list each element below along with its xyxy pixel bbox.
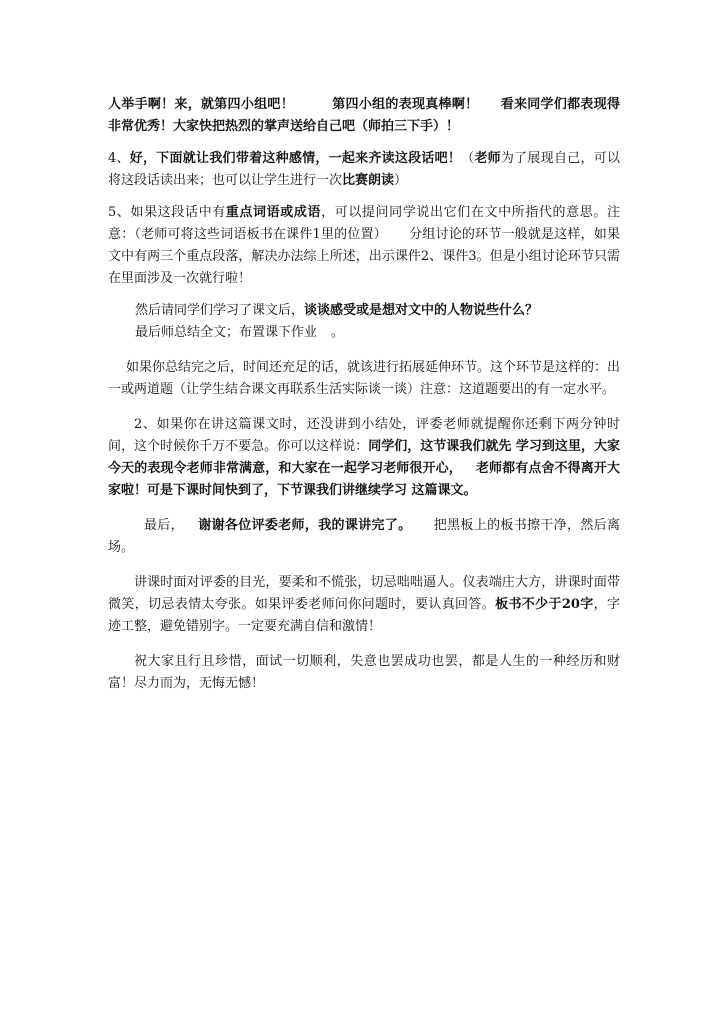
text-segment: 人举手啊！来，就第四小组吧！ [108,97,294,112]
paragraph-step-5 [108,202,620,290]
text-segment: 祝大家且行且珍惜，面试一切顺利，失意也罢成功也罢，都是人生的一种经历和财富！尽力而为，无悔无憾！ [108,654,620,691]
text-segment: 第四小组的表现真棒啊！ [331,97,479,112]
text-segment: 2、如果你在讲这篇课文时，还没讲到小结处，评委老师就提醒你还剩下两分钟时间，这个时候你千万不要急。你可以这样说： [108,417,620,454]
paragraph-extension [108,357,620,401]
text-segment: 。 [331,325,345,340]
text-segment: 讲课时面对评委的目光，要柔和不慌张，切忌咄咄逼人。仪表端庄大方，讲课时面带微笑，切忌表情太夸张。如果评委老师问你问题时，要认真回答。 [108,575,620,612]
paragraph-feelings [135,300,620,322]
text-segment: 4、 [108,151,130,166]
text-segment: ，可以提问同学说出它们在文中所指代的意思。注意：（老师可将这些词语板书在课件1里的位置） [108,205,620,242]
text-segment-bold: 重点词语或成语 [225,205,322,220]
text-segment: 然后请同学们学习了课文后， [135,303,305,318]
text-segment-bold: 比赛朗读 [342,173,395,188]
document-page [108,94,620,695]
text-segment: ） [394,173,408,188]
text-segment-bold: 谈谈感受或是想对文中的人物说些什么？ [304,303,539,318]
text-segment: （ [461,151,475,166]
paragraph-blessing [108,651,620,695]
text-segment: 最后， [144,518,184,533]
text-segment-bold: 老师 [474,151,501,166]
text-segment: ，字迹工整，避免错别字。一定要充满自信和激情！ [108,597,620,634]
text-segment-bold: 好，下面就让我们带着这种感情，一起来齐读这段话吧！ [129,151,462,166]
paragraph-closing [108,515,620,559]
text-segment-bold: 老师都有点舍不得离开大家啦！可是下课时间快到了，下节课我们讲继续学习 这篇课文。 [108,461,620,498]
paragraph-manner [108,572,620,638]
text-segment: 最后师总结全文；布置课下作业 [135,325,318,340]
paragraph-time-reminder [108,414,620,502]
paragraph-summary-group [108,300,620,344]
text-segment: 把黑板上的板书擦干净，然后离场。 [108,518,620,555]
paragraph-step-4 [108,148,620,192]
text-segment: 分组讨论的环节一般就是这样，如果文中有两三个重点段落，解决办法综上所述，出示课件2、课件3。但是小组讨论环节只需在里面涉及一次就行啦！ [108,227,620,286]
text-segment-bold: 谢谢各位评委老师，我的课讲完了。 [197,518,412,533]
text-segment: 5、如果这段话中有 [108,205,226,220]
paragraph-homework [135,322,620,344]
text-segment: 如果你总结完之后，时间还充足的话，就该进行拓展延伸环节。这个环节是这样的：出一或两道题（让学生结合课文再联系生活实际谈一谈）注意：这道题要出的有一定水平。 [108,360,621,397]
paragraph-group-praise [108,94,620,138]
text-segment: 为了展现自己，可以将这段话读出来；也可以让学生进行一次 [108,151,620,188]
text-segment-bold: 同学们，这节课我们就先 学习到这里，大家今天的表现令老师非常满意，和大家在一起学习老师很开心， [108,439,620,476]
text-segment-bold: 板书不少于20字 [495,597,594,612]
text-segment: 看来同学们都表现得非常优秀！大家快把热烈的掌声送给自己吧（师拍三下手）！ [108,97,620,134]
